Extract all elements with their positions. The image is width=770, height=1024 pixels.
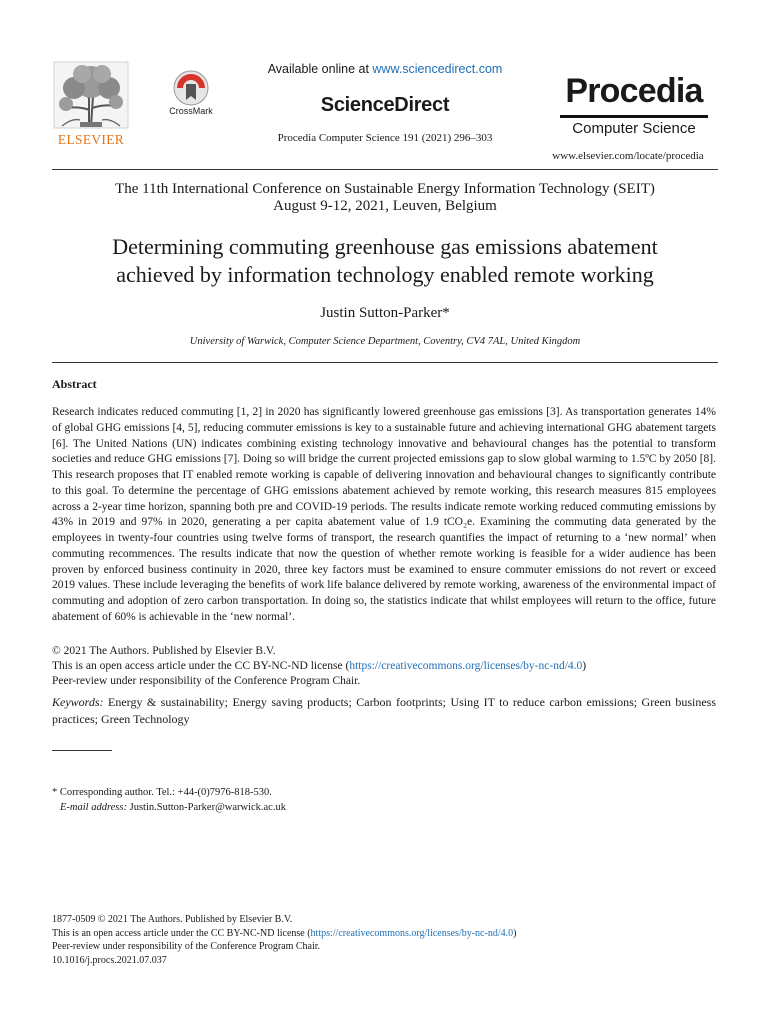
conference-info	[52, 181, 718, 215]
email-label: E-mail address:	[60, 802, 127, 813]
journal-url[interactable]: www.elsevier.com/locate/procedia	[552, 150, 704, 162]
journal-citation: Procedia Computer Science 191 (2021) 296–303	[277, 132, 493, 144]
crossmark-label: CrossMark	[169, 106, 213, 116]
open-access-prefix: This is an open access article under the CC BY-NC-ND license (	[52, 660, 350, 672]
abstract-heading: Abstract	[52, 377, 97, 391]
keywords-text: Energy & sustainability; Energy saving products; Carbon footprints; Using IT to reduce carbon emissions; Green business practices; Green Technology	[52, 695, 716, 726]
conference-date: August 9-12, 2021, Leuven, Belgium	[273, 198, 497, 214]
peer-review-line: Peer-review under responsibility of the Conference Program Chair.	[52, 675, 361, 687]
open-access-suffix: )	[582, 660, 587, 672]
abstract-body: Research indicates reduced commuting [1, 2] in 2020 has significantly lowered greenhouse gas emissions [3]. As transportation generates 14% of global GHG emissions [4, 5], reducing commuter emissions is key to a sustainable future and achieving international GHG abatement targets [6]. The United Nations (UN) indicates combining existing technology innovative and behavioural changes has the potential to transform societies and reduce GHG emissions [7]. Doing so will bridge the current projected emissions gap to slow global warming to 1.5ºC by 2050 [8]. This research proposes that IT enabled remote working is capable of delivering innovation and behavioural changes to significantly contribute to this goal. To determine the percentage of GHG emissions abatement achieved by remote working, this research measures 815 employees across a 2-year time horizon, spanning both pre and COVID-19 periods. The results indicate remote working reduced commuting emissions by 43% in 2019 and 97% in 2020, generating a per capita abatement value of 1.9 tCO₂e. Examining the commuting data generated by the employees in twenty-four countries using twelve forms of transport, the research quantifies the impact of returning to a ‘new normal’ when commuting recommences. The results indicate that now the question of whether remote working is feasible for a wider audience has been proven by enforced business continuity in 2020, three key factors must be examined to ensure commuter emissions do not revert or exceed 2019 values. These include leveraging the benefits of work life balance delivered by remote working, awareness of the environmental impact of commuting and adoption of zero carbon transportation. In doing so, the statistics indicate that whilst employees will return to the office, future abatement of 60% is achievable in the ‘new normal’.	[52, 406, 716, 623]
copyright-line: © 2021 The Authors. Published by Elsevier B.V.	[52, 645, 276, 657]
procedia-subtitle: Computer Science	[572, 120, 696, 137]
available-prefix: Available online at	[267, 62, 373, 76]
procedia-rule	[560, 115, 708, 118]
elsevier-wordmark: ELSEVIER	[57, 132, 125, 147]
header-divider	[52, 169, 718, 170]
affiliation-divider	[52, 362, 718, 363]
email-line	[52, 800, 716, 815]
corresponding-author-footnote	[52, 785, 716, 815]
footer-license-link[interactable]: https://creativecommons.org/licenses/by-nc-nd/4.0	[310, 927, 514, 939]
paper-title-line: Determining commuting greenhouse gas emissions abatement	[112, 234, 658, 259]
author-affiliation: University of Warwick, Computer Science Department, Coventry, CV4 7AL, United Kingdom	[189, 336, 581, 347]
license-link[interactable]: https://creativecommons.org/licenses/by-nc-nd/4.0	[349, 660, 583, 672]
doi-line[interactable]: 10.1016/j.procs.2021.07.037	[52, 954, 167, 966]
footer-open-access-line	[52, 927, 716, 941]
license-block	[52, 644, 716, 689]
keywords-label: Keywords:	[52, 695, 104, 709]
elsevier-tree-icon	[52, 60, 130, 130]
procedia-logo	[556, 71, 712, 137]
corresponding-author-line: * Corresponding author. Tel.: +44-(0)7976-818-530.	[52, 787, 272, 798]
conference-name: The 11th International Conference on Sustainable Energy Information Technology (SEIT)	[115, 181, 655, 197]
paper-title	[52, 233, 718, 289]
footer-peer-review-line: Peer-review under responsibility of the Conference Program Chair.	[52, 941, 321, 952]
issn-line: 1877-0509 © 2021 The Authors. Published by Elsevier B.V.	[52, 914, 293, 925]
sciencedirect-link[interactable]: www.sciencedirect.com	[372, 62, 503, 76]
email-address[interactable]: Justin.Sutton-Parker@warwick.ac.uk	[126, 802, 286, 813]
sciencedirect-brand: ScienceDirect	[320, 94, 450, 116]
paper-title-line: achieved by information technology enabled remote working	[116, 262, 654, 287]
elsevier-logo	[52, 60, 130, 150]
keywords	[52, 694, 716, 728]
available-online-line	[180, 62, 590, 76]
footer-open-access-prefix: This is an open access article under the CC BY-NC-ND license (	[52, 927, 311, 939]
page-footer	[52, 913, 716, 967]
author-name: Justin Sutton-Parker*	[320, 305, 450, 321]
footer-open-access-suffix: )	[513, 927, 517, 939]
procedia-title: Procedia	[565, 72, 703, 110]
footnote-divider	[52, 750, 112, 751]
open-access-line	[52, 659, 716, 674]
